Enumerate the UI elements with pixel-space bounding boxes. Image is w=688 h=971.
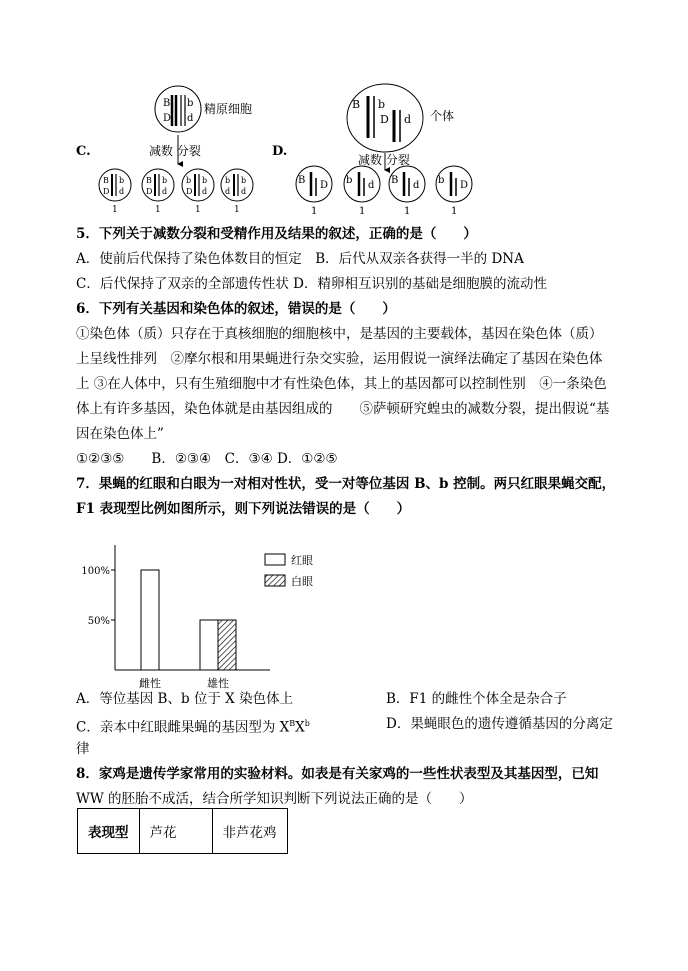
q6-statement-line: ①染色体（质）只存在于真核细胞的细胞核中，是基因的主要载体，基因在染色体（质） xyxy=(76,326,603,342)
y-tick-label: 50% xyxy=(87,616,110,627)
q7-option-d: D．果蝇眼色的遗传遵循基因的分离定 xyxy=(386,716,613,732)
option-d-label: D. xyxy=(272,144,288,159)
bar-红眼-雄性 xyxy=(200,620,218,670)
c-cell-gene: d xyxy=(225,187,231,196)
c-cell-gene: D xyxy=(103,187,110,196)
q7-option-a: A．等位基因 B、b 位于 X 染色体上 xyxy=(76,691,294,707)
q7-option-d-continued: 律 xyxy=(76,741,90,757)
q6-stem: 6．下列有关基因和染色体的叙述，错误的是（ ） xyxy=(76,301,396,317)
d-cell-gene: d xyxy=(368,180,375,191)
c-cell-gene: b xyxy=(225,176,231,185)
d-top-gene: d xyxy=(404,113,412,126)
c-cell-gene: b xyxy=(202,176,208,185)
c-cell-count: 1 xyxy=(234,205,240,215)
c-cell-gene: d xyxy=(119,187,125,196)
option-c-label: C. xyxy=(76,144,91,159)
eye-color-bar-chart xyxy=(70,540,350,690)
c-daughter-cell xyxy=(142,169,174,201)
d-cell-gene: D xyxy=(460,180,469,191)
c-daughter-cell xyxy=(221,169,253,201)
q5-options-cd: C．后代保持了双亲的全部遗传性状 D．精卵相互识别的基础是细胞膜的流动性 xyxy=(76,276,547,292)
c-daughter-cell xyxy=(99,169,131,201)
d-cell-count: 1 xyxy=(404,206,411,217)
bar-红眼-雌性 xyxy=(141,570,159,670)
table-cell: 芦花 xyxy=(139,809,212,854)
d-cell-count: 1 xyxy=(451,206,458,217)
table-cell-header: 表现型 xyxy=(78,809,140,854)
q7-option-c-sup: b xyxy=(304,719,310,728)
table-cell: 非芦花鸡 xyxy=(212,809,287,854)
c-top-gene: D xyxy=(163,113,172,124)
q5-stem: 5．下列关于减数分裂和受精作用及结果的叙述，正确的是（ ） xyxy=(76,226,477,242)
c-daughter-cell xyxy=(182,169,214,201)
bar-白眼-雄性 xyxy=(218,620,236,670)
q5-options-ab: A．使前后代保持了染色体数目的恒定 B．后代从双亲各获得一半的 DNA xyxy=(76,251,524,267)
q7-stem: F1 表现型比例如图所示，则下列说法错误的是（ ） xyxy=(76,501,411,517)
c-cell-gene: d xyxy=(202,187,208,196)
c-cell-count: 1 xyxy=(112,205,118,215)
q6-statement-line: 体上有许多基因，染色体就是由基因组成的 ⑤萨顿研究蝗虫的减数分裂，提出假说“基 xyxy=(76,401,610,417)
d-cell-gene: B xyxy=(391,175,399,186)
q7-option-c-sup: B xyxy=(289,719,296,728)
q6-statement-line: 因在染色体上” xyxy=(76,426,164,442)
c-cell-gene: b xyxy=(186,176,192,185)
q7-option-b: B．F1 的雌性个体全是杂合子 xyxy=(386,691,567,707)
d-top-cell xyxy=(347,84,423,152)
c-top-cell xyxy=(155,86,201,132)
x-tick-label: 雌性 xyxy=(139,677,161,690)
d-top-gene: D xyxy=(380,113,389,126)
d-cell-gene: b xyxy=(346,175,353,186)
d-cell-label: 个体 xyxy=(430,109,455,123)
legend-swatch xyxy=(265,554,285,565)
c-bottom-cells xyxy=(99,169,253,215)
c-arrow-label: 减数 分裂 xyxy=(149,144,201,158)
c-cell-gene: B xyxy=(103,176,109,185)
c-top-gene: b xyxy=(187,98,194,109)
c-cell-gene: b xyxy=(162,176,168,185)
c-cell-gene: B xyxy=(146,176,152,185)
table-row xyxy=(78,809,288,854)
d-cell-gene: b xyxy=(438,175,445,186)
c-cell-gene: b xyxy=(119,176,125,185)
figure-cd xyxy=(0,80,688,220)
q7-stem: 7．果蝇的红眼和白眼为一对相对性状，受一对等位基因 B、b 控制。两只红眼果蝇交配， xyxy=(76,476,616,492)
y-tick-label: 100% xyxy=(81,566,110,577)
legend-label: 白眼 xyxy=(291,575,313,588)
c-top-gene: B xyxy=(163,98,171,109)
x-tick-label: 雄性 xyxy=(207,677,229,690)
q8-stem: WW 的胚胎不成活，结合所学知识判断下列说法正确的是（ ） xyxy=(76,791,473,807)
c-cell-gene: D xyxy=(186,187,193,196)
d-arrow-label: 减数 分裂 xyxy=(358,153,410,167)
c-cell-count: 1 xyxy=(155,205,161,215)
legend-label: 红眼 xyxy=(291,554,313,567)
q6-statement-line: 上 ③在人体中，只有生殖细胞中才有性染色体，其上的基因都可以控制性别 ④一条染色 xyxy=(76,376,607,392)
q7-option-c-text: X xyxy=(295,719,305,736)
c-cell-gene: b xyxy=(241,176,247,185)
q6-statement-line: 上呈线性排列 ②摩尔根和用果蝇进行杂交实验，运用假说一演绎法确定了基因在染色体 xyxy=(76,351,603,367)
d-cell-gene: D xyxy=(320,180,329,191)
d-cell-gene: B xyxy=(298,175,306,186)
d-top-gene: b xyxy=(378,98,386,111)
legend-swatch xyxy=(265,575,285,586)
d-cell-count: 1 xyxy=(311,206,318,217)
d-bottom-cells xyxy=(296,166,472,217)
q7-option-c-text: C．亲本中红眼雌果蝇的基因型为 X xyxy=(76,719,290,736)
c-cell-label: 精原细胞 xyxy=(204,102,253,116)
c-cell-gene: d xyxy=(241,187,247,196)
c-top-gene: d xyxy=(187,113,194,124)
q6-options: ①②③⑤ B．②③④ C．③④ D．①②⑤ xyxy=(76,451,338,467)
d-cell-count: 1 xyxy=(359,206,366,217)
c-cell-gene: D xyxy=(146,187,153,196)
q8-stem: 8．家鸡是遗传学家常用的实验材料。如表是有关家鸡的一些性状表型及其基因型，已知 xyxy=(76,766,599,782)
genotype-table xyxy=(77,808,288,854)
d-top-gene: B xyxy=(352,98,361,111)
c-cell-count: 1 xyxy=(195,205,201,215)
c-cell-gene: d xyxy=(162,187,168,196)
q7-option-c xyxy=(76,715,310,737)
d-cell-gene: d xyxy=(413,180,420,191)
